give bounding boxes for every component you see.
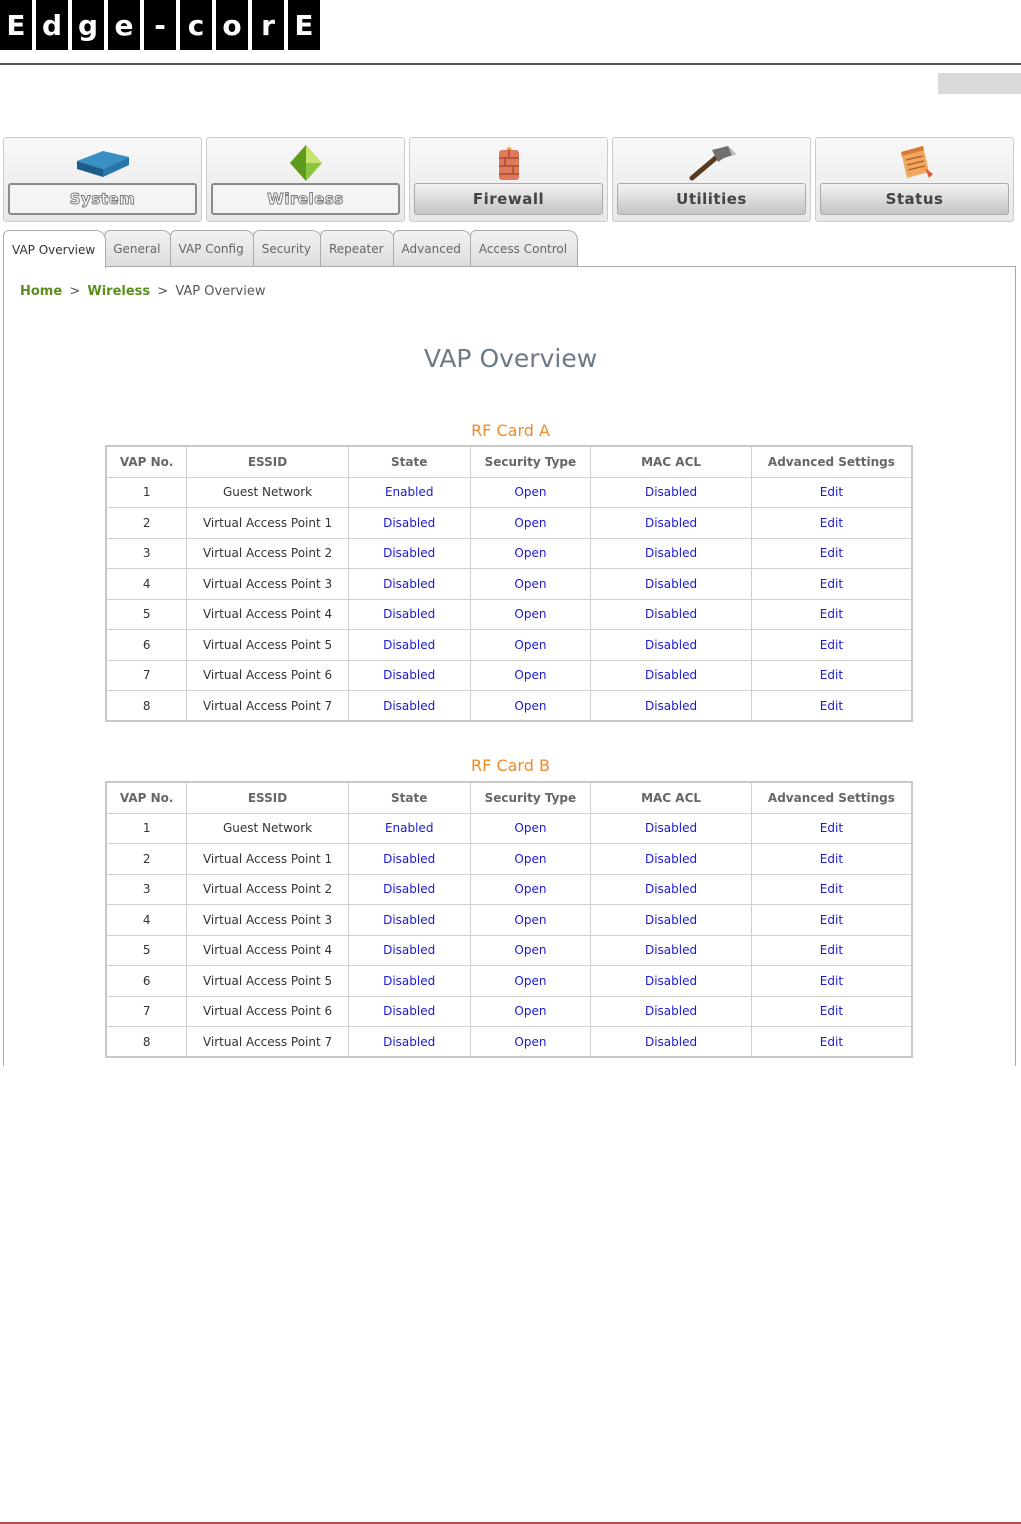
edit-link[interactable]: Edit — [751, 935, 912, 966]
tab-advanced[interactable]: Advanced — [393, 230, 472, 267]
vap-number: 8 — [106, 691, 187, 722]
security-type-link[interactable]: Open — [470, 996, 591, 1027]
breadcrumb-separator: > — [157, 284, 169, 299]
table-row — [106, 660, 912, 691]
state-link[interactable]: Disabled — [348, 844, 470, 875]
state-link[interactable]: Enabled — [348, 477, 470, 508]
security-type-link[interactable]: Open — [470, 935, 591, 966]
state-link[interactable]: Disabled — [348, 966, 470, 997]
notepad-icon — [885, 144, 945, 182]
essid-cell: Virtual Access Point 1 — [187, 844, 349, 875]
column-header: Advanced Settings — [751, 782, 912, 813]
column-header: State — [348, 446, 470, 477]
vap-number: 5 — [106, 599, 187, 630]
state-link[interactable]: Disabled — [348, 508, 470, 539]
essid-cell: Virtual Access Point 1 — [187, 508, 349, 539]
hammer-icon — [682, 144, 742, 182]
breadcrumb-current: VAP Overview — [175, 284, 266, 299]
table-row — [106, 538, 912, 569]
state-link[interactable]: Disabled — [348, 996, 470, 1027]
edit-link[interactable]: Edit — [751, 874, 912, 905]
security-type-link[interactable]: Open — [470, 660, 591, 691]
table-row — [106, 508, 912, 539]
security-type-link[interactable]: Open — [470, 905, 591, 936]
table-row — [106, 599, 912, 630]
state-link[interactable]: Enabled — [348, 813, 470, 844]
vap-number: 1 — [106, 813, 187, 844]
security-type-link[interactable]: Open — [470, 966, 591, 997]
top-navigation — [3, 137, 1015, 222]
breadcrumb-wireless-link[interactable]: Wireless — [87, 284, 151, 299]
table-row — [106, 844, 912, 875]
mac-acl-link[interactable]: Disabled — [591, 599, 752, 630]
mac-acl-link[interactable]: Disabled — [591, 813, 752, 844]
tab-vap-config[interactable]: VAP Config — [170, 230, 255, 267]
mac-acl-link[interactable]: Disabled — [591, 905, 752, 936]
state-link[interactable]: Disabled — [348, 660, 470, 691]
tab-general[interactable]: General — [104, 230, 171, 267]
table-row — [106, 874, 912, 905]
mac-acl-link[interactable]: Disabled — [591, 691, 752, 722]
edit-link[interactable]: Edit — [751, 966, 912, 997]
edit-link[interactable]: Edit — [751, 508, 912, 539]
edit-link[interactable]: Edit — [751, 630, 912, 661]
table-row — [106, 813, 912, 844]
nav-firewall-button[interactable] — [409, 137, 608, 222]
breadcrumb-home-link[interactable]: Home — [20, 284, 63, 299]
state-link[interactable]: Disabled — [348, 1027, 470, 1058]
column-header: MAC ACL — [591, 446, 752, 477]
essid-cell: Virtual Access Point 2 — [187, 538, 349, 569]
security-type-link[interactable]: Open — [470, 874, 591, 905]
logo-letter: r — [252, 0, 284, 50]
rf-card-b-table — [105, 781, 913, 1058]
essid-cell: Virtual Access Point 5 — [187, 630, 349, 661]
essid-cell: Virtual Access Point 2 — [187, 874, 349, 905]
vap-number: 7 — [106, 660, 187, 691]
mac-acl-link[interactable]: Disabled — [591, 630, 752, 661]
essid-cell: Virtual Access Point 6 — [187, 660, 349, 691]
nav-status-button[interactable] — [815, 137, 1014, 222]
table-row — [106, 477, 912, 508]
mac-acl-link[interactable]: Disabled — [591, 996, 752, 1027]
edit-link[interactable]: Edit — [751, 905, 912, 936]
vap-number: 8 — [106, 1027, 187, 1058]
tab-vap-overview[interactable]: VAP Overview — [3, 230, 106, 268]
rf-card-b-title: RF Card B — [471, 756, 550, 775]
essid-cell: Virtual Access Point 4 — [187, 935, 349, 966]
vap-number: 1 — [106, 477, 187, 508]
state-link[interactable]: Disabled — [348, 538, 470, 569]
column-header: ESSID — [187, 782, 349, 813]
breadcrumb-separator: > — [69, 284, 81, 299]
column-header: Security Type — [470, 446, 591, 477]
state-link[interactable]: Disabled — [348, 905, 470, 936]
edit-link[interactable]: Edit — [751, 996, 912, 1027]
essid-cell: Virtual Access Point 3 — [187, 569, 349, 600]
nav-firewall-label: Firewall — [414, 183, 603, 215]
tab-security[interactable]: Security — [253, 230, 322, 267]
security-type-link[interactable]: Open — [470, 538, 591, 569]
logo-letter: o — [216, 0, 248, 50]
security-type-link[interactable]: Open — [470, 508, 591, 539]
mac-acl-link[interactable]: Disabled — [591, 477, 752, 508]
nav-status-label: Status — [820, 183, 1009, 215]
edit-link[interactable]: Edit — [751, 844, 912, 875]
essid-cell: Guest Network — [187, 477, 349, 508]
logo-letter: c — [180, 0, 212, 50]
column-header: ESSID — [187, 446, 349, 477]
security-type-link[interactable]: Open — [470, 599, 591, 630]
essid-cell: Virtual Access Point 3 — [187, 905, 349, 936]
table-row — [106, 691, 912, 722]
edit-link[interactable]: Edit — [751, 813, 912, 844]
firewall-icon — [479, 144, 539, 182]
state-link[interactable]: Disabled — [348, 935, 470, 966]
edit-link[interactable]: Edit — [751, 477, 912, 508]
wireless-tabs — [3, 230, 576, 267]
logo-letter: E — [288, 0, 320, 50]
state-link[interactable]: Disabled — [348, 874, 470, 905]
nav-utilities-label: Utilities — [617, 183, 806, 215]
essid-cell: Virtual Access Point 6 — [187, 996, 349, 1027]
table-row — [106, 996, 912, 1027]
security-type-link[interactable]: Open — [470, 569, 591, 600]
edit-link[interactable]: Edit — [751, 1027, 912, 1058]
security-type-link[interactable]: Open — [470, 813, 591, 844]
tab-repeater[interactable]: Repeater — [320, 230, 395, 267]
column-header: State — [348, 782, 470, 813]
column-header: MAC ACL — [591, 782, 752, 813]
vap-number: 2 — [106, 844, 187, 875]
column-header: Security Type — [470, 782, 591, 813]
table-row — [106, 966, 912, 997]
edit-link[interactable]: Edit — [751, 569, 912, 600]
table-row — [106, 1027, 912, 1058]
logo-letter: - — [144, 0, 176, 50]
logo-letter: d — [36, 0, 68, 50]
logo-letter: e — [108, 0, 140, 50]
table-header-row — [106, 446, 912, 477]
mac-acl-link[interactable]: Disabled — [591, 569, 752, 600]
nav-wireless-button[interactable] — [206, 137, 405, 222]
vap-number: 4 — [106, 569, 187, 600]
table-row — [106, 630, 912, 661]
security-type-link[interactable]: Open — [470, 844, 591, 875]
mac-acl-link[interactable]: Disabled — [591, 660, 752, 691]
vap-number: 3 — [106, 874, 187, 905]
edit-link[interactable]: Edit — [751, 538, 912, 569]
essid-cell: Guest Network — [187, 813, 349, 844]
nav-utilities-button[interactable] — [612, 137, 811, 222]
security-type-link[interactable]: Open — [470, 630, 591, 661]
vap-number: 2 — [106, 508, 187, 539]
essid-cell: Virtual Access Point 4 — [187, 599, 349, 630]
edit-link[interactable]: Edit — [751, 691, 912, 722]
mac-acl-link[interactable]: Disabled — [591, 966, 752, 997]
vap-number: 7 — [106, 996, 187, 1027]
header-divider — [0, 63, 1021, 65]
vap-number: 5 — [106, 935, 187, 966]
essid-cell: Virtual Access Point 7 — [187, 691, 349, 722]
edit-link[interactable]: Edit — [751, 599, 912, 630]
nav-system-label: System — [8, 183, 197, 215]
mac-acl-link[interactable]: Disabled — [591, 508, 752, 539]
state-link[interactable]: Disabled — [348, 630, 470, 661]
table-header-row — [106, 782, 912, 813]
column-header: VAP No. — [106, 782, 187, 813]
vap-number: 6 — [106, 630, 187, 661]
table-row — [106, 905, 912, 936]
breadcrumb — [20, 284, 265, 299]
essid-cell: Virtual Access Point 7 — [187, 1027, 349, 1058]
tab-access-control[interactable]: Access Control — [470, 230, 578, 267]
nav-wireless-label: Wireless — [211, 183, 400, 215]
state-link[interactable]: Disabled — [348, 691, 470, 722]
column-header: VAP No. — [106, 446, 187, 477]
state-link[interactable]: Disabled — [348, 569, 470, 600]
essid-cell: Virtual Access Point 5 — [187, 966, 349, 997]
vap-number: 6 — [106, 966, 187, 997]
mac-acl-link[interactable]: Disabled — [591, 844, 752, 875]
antenna-icon — [276, 144, 336, 182]
edit-link[interactable]: Edit — [751, 660, 912, 691]
nav-system-button[interactable] — [3, 137, 202, 222]
vap-number: 4 — [106, 905, 187, 936]
page-title: VAP Overview — [423, 344, 598, 373]
edgecore-logo — [0, 0, 320, 52]
state-link[interactable]: Disabled — [348, 599, 470, 630]
vap-number: 3 — [106, 538, 187, 569]
mac-acl-link[interactable]: Disabled — [591, 874, 752, 905]
security-type-link[interactable]: Open — [470, 691, 591, 722]
logo-letter: E — [0, 0, 32, 50]
switch-icon — [73, 144, 133, 182]
corner-box — [938, 73, 1021, 94]
rf-card-a-table — [105, 445, 913, 722]
security-type-link[interactable]: Open — [470, 1027, 591, 1058]
table-row — [106, 935, 912, 966]
mac-acl-link[interactable]: Disabled — [591, 1027, 752, 1058]
logo-letter: g — [72, 0, 104, 50]
column-header: Advanced Settings — [751, 446, 912, 477]
mac-acl-link[interactable]: Disabled — [591, 935, 752, 966]
rf-card-a-title: RF Card A — [471, 421, 550, 440]
mac-acl-link[interactable]: Disabled — [591, 538, 752, 569]
security-type-link[interactable]: Open — [470, 477, 591, 508]
table-row — [106, 569, 912, 600]
